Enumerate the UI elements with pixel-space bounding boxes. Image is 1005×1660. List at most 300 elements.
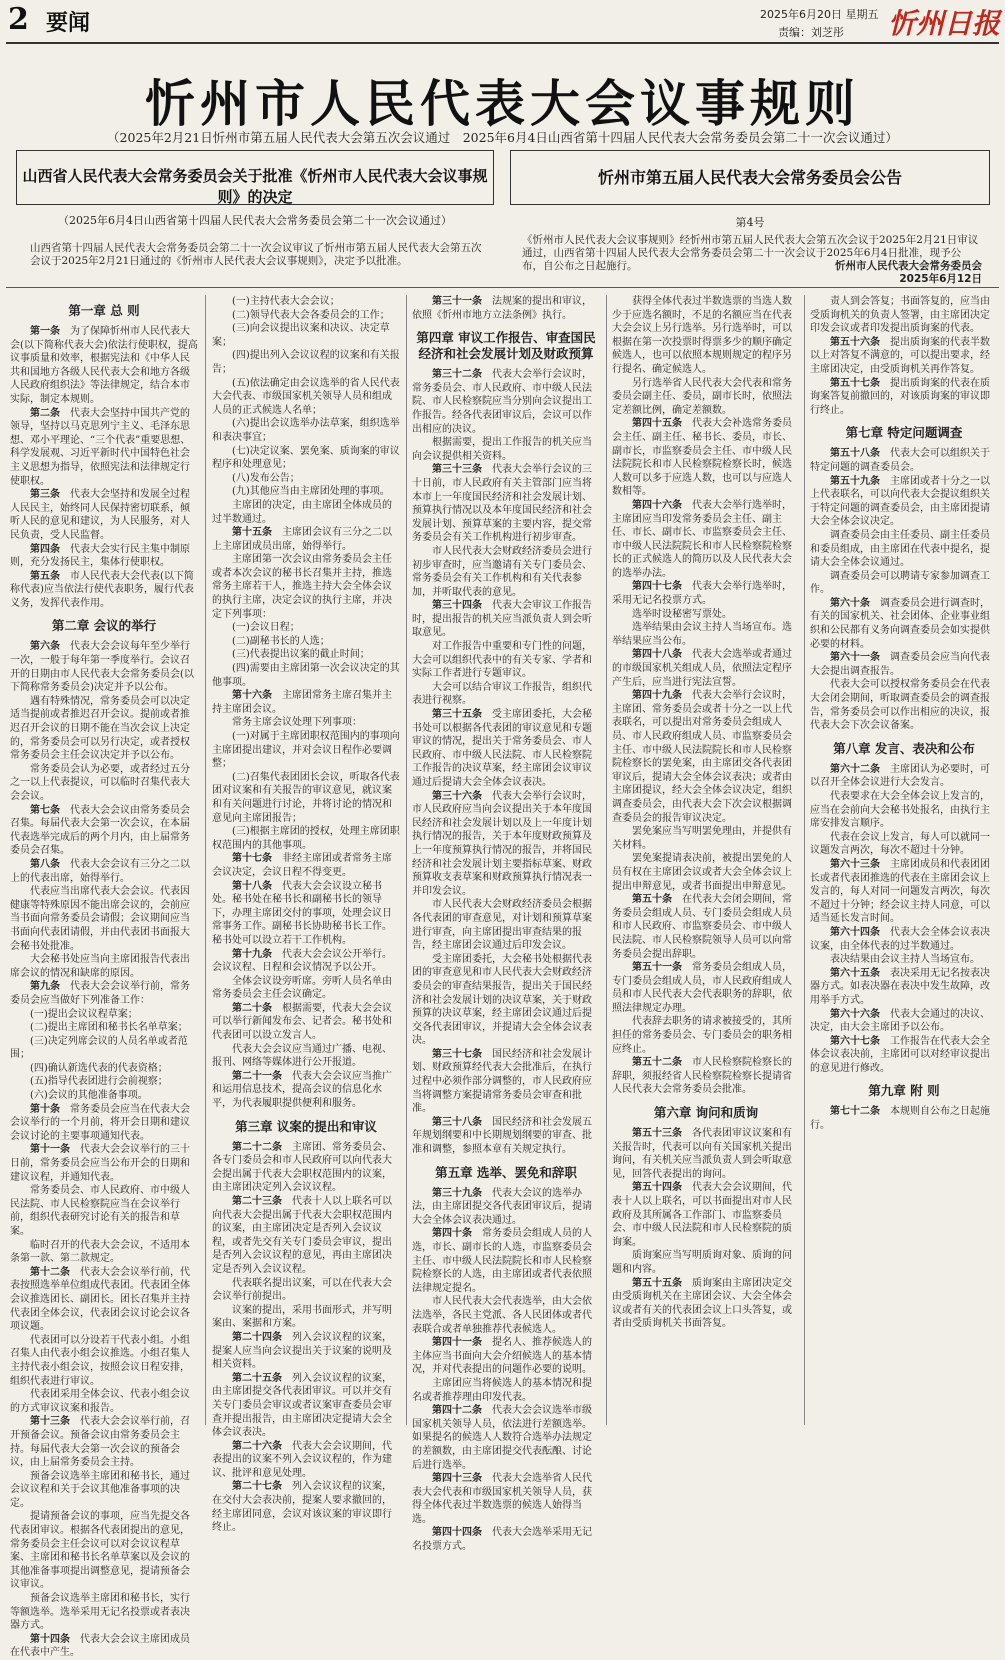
article-number: 第二十三条	[232, 1196, 282, 1207]
article-text: 代表要求在大会全体会议上发言的，应当在会前向大会秘书处报名，由执行主席安排发言顺序。	[810, 791, 990, 830]
article-number: 第五条	[30, 570, 60, 582]
article-text: 代表大会会议举行前，常务委员会应当做好下列准备工作：	[10, 981, 190, 1006]
article-number: 第二十五条	[232, 1372, 282, 1384]
article-text: 代表大会会议公开举行。会议议程、日程和会议情况予以公开。	[212, 948, 392, 974]
article-text: 大会秘书处应当向主席团报告代表出席会议的情况和缺席的原因。	[10, 954, 190, 979]
article-number: 第五十八条	[830, 448, 880, 460]
article-paragraph	[212, 975, 400, 1002]
article-number: 第四十四条	[432, 1527, 482, 1539]
article-number: 第三十四条	[432, 600, 482, 612]
article-number: 第四十一条	[432, 1337, 482, 1349]
article-number: 第五十九条	[830, 475, 880, 487]
announcement-date: 2025年6月12日	[899, 273, 982, 285]
article-paragraph	[212, 1043, 400, 1070]
page-header	[0, 0, 1005, 44]
article-paragraph	[212, 1440, 400, 1481]
article-paragraph	[412, 1227, 600, 1295]
article-paragraph	[212, 948, 400, 975]
article-column-2	[212, 295, 400, 1534]
article-text: 临时召开的代表大会会议，不适用本条第一款、第二款规定。	[10, 1239, 190, 1265]
article-text: 根据需要，代表大会会议可以举行新闻发布会、记者会。秘书处和代表团可以设立发言人。	[212, 1002, 392, 1042]
article-text: 市人民代表大会财政经济委员会根据各代表团的审查意见，对计划和预算草案进行审查，向主席团提出审查结果的报告，经主席团会议通过后印发会议。	[412, 899, 592, 952]
article-paragraph	[212, 716, 400, 730]
article-paragraph	[612, 1181, 800, 1249]
announcement-box	[510, 150, 990, 205]
article-number: 第二十七条	[232, 1481, 282, 1493]
article-text: 代表大会举行选举时，采用无记名投票方式。	[612, 581, 792, 607]
article-number: 第四十条	[432, 1228, 472, 1240]
article-paragraph	[10, 407, 198, 489]
article-paragraph	[412, 1048, 600, 1116]
article-paragraph	[10, 1184, 198, 1238]
article-text: 工作报告在代表大会全体会议表决前，主席团可以对经审议提出的意见进行修改。	[810, 1035, 990, 1074]
chapter-heading: 第四章 审议工作报告、审查国民经济和社会发展计划及财政预算	[416, 330, 596, 362]
article-text: 代表大会会议有三分之二以上的代表出席，始得举行。	[10, 858, 190, 884]
main-subtitle: （2025年2月21日忻州市第五届人民代表大会第五次会议通过 2025年6月4日山西省第十四届人民代表大会常务委员会第二十一次会议通过）	[107, 130, 898, 145]
article-paragraph	[212, 1304, 400, 1331]
article-paragraph	[212, 1277, 400, 1304]
article-paragraph	[412, 295, 600, 322]
article-text: 市人民检察院检察长的辞职，须报经省人民检察院检察长提请省人民代表大会常务委员会批准。	[612, 1057, 792, 1096]
article-number: 第六十二条	[830, 763, 880, 775]
article-paragraph	[212, 648, 400, 662]
article-paragraph	[412, 545, 600, 599]
article-text: 议案的提出，采用书面形式，并写明案由、案据和方案。	[212, 1304, 392, 1330]
article-text: (五)依法确定由会议选举的省人民代表大会代表、市级国家机关领导人员和组成人员的正式候选人名单；	[212, 377, 400, 416]
article-paragraph	[10, 1388, 198, 1415]
article-paragraph	[412, 1187, 600, 1228]
article-paragraph	[10, 1510, 198, 1592]
article-text: (一)对属于主席团职权范围内的事项向主席团提出建议，并对会议日程作必要调整；	[212, 731, 400, 770]
article-paragraph	[412, 1404, 600, 1472]
article-number: 第四条	[30, 543, 60, 555]
article-text: 主席团、常务委员会、各专门委员会和市人民政府可以向代表大会提出属于代表大会职权范围内的议案，由主席团决定列入会议议程。	[212, 1141, 392, 1194]
article-text: 表决结果由会议主持人当场宣布。	[830, 954, 980, 966]
article-text: 市人民代表大会财政经济委员会进行初步审查时，应当邀请有关专门委员会、常务委员会有关工作机构和有关代表参加，并听取代表的意见。	[412, 545, 592, 598]
article-text: 选举结果由会议主持人当场宣布。选举结果应当公布。	[612, 622, 792, 647]
article-number: 第四十七条	[632, 581, 682, 593]
announcement-signer: 忻州市人民代表大会常务委员会	[835, 260, 982, 272]
article-number: 第六十五条	[830, 967, 880, 979]
article-text: (九)其他应当由主席团处理的事项。	[232, 486, 390, 498]
article-number: 第五十二条	[632, 1057, 682, 1069]
column-divider	[205, 295, 206, 1425]
article-text: (二)提出主席团和秘书长名单草案；	[30, 1022, 188, 1034]
article-number: 第十九条	[232, 948, 272, 960]
article-paragraph	[212, 417, 400, 444]
article-column-5	[810, 295, 998, 1425]
article-paragraph	[612, 1277, 800, 1331]
article-paragraph	[212, 1372, 400, 1440]
article-text: 表决采用无记名按表决器方式。如表决器在表决中发生故障，改用举手方式。	[810, 967, 990, 1006]
article-paragraph	[212, 1331, 400, 1372]
article-paragraph	[212, 1070, 400, 1111]
article-text: 代表大会补选常务委员会主任、副主任、秘书长、委员，市长、副市长，市监察委员会主任、市中级人民法院院长和市人民检察院检察长时，候选人数可以多于应选人数，也可以与应选人数相等。	[612, 418, 792, 498]
article-text: 代表大会全体会议表决议案，由全体代表的过半数通过。	[810, 926, 990, 952]
article-number: 第十三条	[30, 1416, 70, 1428]
article-text: 代表大会实行民主集中制原则，充分发扬民主，集体行使职权。	[10, 543, 190, 569]
article-number: 第二十一条	[232, 1070, 282, 1082]
article-text: 责人到会答复；书面答复的，应当由受质询机关的负责人签署，由主席团决定印发会议或者印发提出质询案的代表。	[810, 296, 990, 335]
article-paragraph	[612, 417, 800, 499]
article-paragraph	[412, 708, 600, 790]
article-paragraph	[10, 1021, 198, 1035]
chapter-heading: 第九章 附 则	[868, 1083, 940, 1099]
article-number: 第四十八条	[632, 649, 682, 661]
article-paragraph	[10, 1008, 198, 1022]
article-paragraph	[212, 1480, 400, 1534]
article-paragraph	[212, 485, 400, 499]
article-text: 代表大会会议期间，代表提出的议案不列入会议议程的，作为建议、批评和意见处理。	[212, 1440, 392, 1479]
article-text: 质询案应当写明质询对象、质询的问题和内容。	[612, 1250, 792, 1275]
article-text: 本规则自公布之日起施行。	[810, 1106, 990, 1132]
article-text: 市人民代表大会代表选举，由大会依法选举，各民主党派、各人民团体或者代表联合或者单独推荐代表候选人。	[412, 1296, 592, 1335]
article-number: 第五十六条	[830, 336, 880, 348]
article-paragraph	[10, 1266, 198, 1334]
article-paragraph	[612, 893, 800, 961]
article-paragraph	[10, 1633, 198, 1660]
article-paragraph	[612, 689, 800, 825]
editor-credit: 责编：刘芝彤	[778, 26, 844, 39]
article-number: 第三十九条	[432, 1187, 482, 1199]
article-paragraph	[212, 1141, 400, 1195]
article-paragraph	[10, 885, 198, 953]
article-text: 列入会议议程的议案，在交付大会表决前，提案人要求撤回的，经主席团同意，会议对该议案的审议即行终止。	[212, 1481, 392, 1534]
article-paragraph	[10, 1103, 198, 1144]
article-paragraph	[10, 763, 198, 804]
article-number: 第八条	[30, 858, 60, 870]
article-number: 第五十五条	[632, 1277, 682, 1289]
article-paragraph	[10, 804, 198, 858]
article-text: 主席团认为必要时，可以召开全体会议进行大会发言。	[810, 763, 990, 789]
article-paragraph	[212, 295, 400, 309]
article-paragraph	[212, 349, 400, 376]
article-number: 第三条	[30, 489, 60, 501]
article-text: (六)会议的其他准备事项。	[30, 1090, 148, 1102]
article-text: 获得全体代表过半数选票的当选人数少于应选名额时，不足的名额应当在代表大会会议上另行选举。另行选举时，可以根据在第一次投票时得票多少的顺序确定候选人，也可以依照本规则规定的程序另行提名、确定候选人。	[612, 296, 792, 375]
article-text: 代表大会坚持中国共产党的领导，坚持以马克思列宁主义、毛泽东思想、邓小平理论、“三个代表”重要思想、科学发展观、习近平新时代中国特色社会主义思想为指导，依照宪法和法律规定行使职权。	[10, 407, 191, 487]
article-paragraph	[10, 543, 198, 570]
article-text: 代表大会审议工作报告时，提出报告的机关应当派负责人到会听取意见。	[412, 600, 592, 639]
article-text: (二)领导代表大会各委员会的工作；	[232, 309, 390, 321]
article-paragraph	[412, 1336, 600, 1377]
article-text: 国民经济和社会发展计划、财政预算经代表大会批准后，在执行过程中必须作部分调整的，市人民政府应当将调整方案提请常务委员会审查和批准。	[412, 1048, 592, 1115]
article-paragraph	[810, 1008, 998, 1035]
article-number: 第十四条	[30, 1633, 70, 1645]
article-number: 第十五条	[232, 527, 272, 539]
article-text: (四)提出列入会议议程的议案和有关报告；	[212, 350, 400, 375]
article-paragraph	[212, 662, 400, 689]
article-number: 第三十二条	[432, 369, 482, 381]
article-text: 预备会议选举主席团和秘书长，实行等额选举。选举采用无记名投票或者表决器方式。	[10, 1593, 190, 1632]
article-paragraph	[212, 377, 400, 418]
article-text: 代表大会选举采用无记名投票方式。	[412, 1527, 592, 1553]
article-text: 主席团常务主席召集并主持主席团会议。	[212, 690, 392, 715]
article-number: 第六十一条	[830, 652, 880, 664]
article-column-4	[612, 295, 800, 1425]
article-paragraph	[412, 640, 600, 681]
article-number: 第四十九条	[632, 690, 682, 702]
article-number: 第七条	[30, 804, 60, 816]
article-paragraph	[810, 336, 998, 377]
article-text: 代表大会会议举行的三十日前，常务委员会应当公布开会的日期和建议议程，并通知代表。	[10, 1144, 190, 1183]
article-paragraph	[212, 880, 400, 948]
article-paragraph	[212, 526, 400, 553]
article-text: 代表大会会议每年至少举行一次，一般于每年第一季度举行。会议召开的日期由市人民代表大会常务委员会(以下简称常务委员会)决定并予以公布。	[10, 641, 194, 694]
decision-meeting: （2025年6月4日山西省第十四届人民代表大会常务委员会第二十一次会议通过）	[58, 214, 452, 227]
article-text: 受主席团委托，大会秘书处根据代表团的审查意见和市人民代表大会财政经济委员会的审查结果报告，提出关于国民经济和社会发展计划的决议草案，关于财政预算的决议草案，经主席团会议通过后提交各代表团审议，并提请大会全体会议表决。	[412, 953, 592, 1047]
article-number: 第三十八条	[432, 1116, 482, 1128]
article-paragraph	[212, 730, 400, 771]
article-paragraph	[10, 953, 198, 980]
article-paragraph	[10, 695, 198, 763]
article-paragraph	[212, 445, 400, 472]
article-text: 法规案的提出和审议，依照《忻州市地方立法条例》执行。	[412, 296, 592, 321]
chapter-heading: 第七章 特定问题调查	[845, 425, 963, 441]
article-text: 罢免案应当写明罢免理由，并提供有关材料。	[612, 826, 792, 851]
article-number: 第十七条	[232, 853, 272, 865]
article-text: 代表辞去职务的请求被接受的，其所担任的常务委员会、专门委员会的职务相应终止。	[612, 1016, 792, 1055]
section-name: 要闻	[46, 11, 91, 36]
article-text: 受主席团委托，大会秘书处可以根据各代表团的审议意见和专题审议的情况，提出关于常务委员会、市人民政府、市中级人民法院、市人民检察院工作报告的决议草案，经主席团会议审议通过后提请大会全体会议表决。	[412, 709, 592, 788]
article-paragraph	[612, 1127, 800, 1181]
newspaper-logo: 忻州日报	[888, 7, 1001, 40]
article-text: 在代表大会闭会期间，常务委员会组成人员、专门委员会组成人员和市人民政府、市监察委员会、市中级人民法院、市人民检察院领导人员可以向常务委员会提出辞职。	[612, 894, 792, 960]
article-text: 代表大会会议主席团成员在代表中产生。	[10, 1633, 190, 1659]
article-text: 代表大会会议应当通过广播、电视、报刊、网络等媒体进行公开报道。	[212, 1043, 392, 1069]
article-text: 代表大会会议举行前，召开预备会议。预备会议由常务委员会主持。每届代表大会第一次会议的预备会议，由上届常务委员会主持。	[10, 1416, 190, 1469]
article-paragraph	[612, 852, 800, 893]
article-paragraph	[212, 771, 400, 825]
article-text: 代表联名提出议案，可以在代表大会会议举行前提出。	[212, 1277, 392, 1303]
article-paragraph	[10, 1143, 198, 1184]
article-text: 代表大会可以组织关于特定问题的调查委员会。	[810, 448, 990, 473]
article-number: 第三十七条	[432, 1048, 482, 1060]
article-text: 对工作报告中重要和专门性的问题，大会可以组织代表中的有关专家、学者和实际工作者进行专题审议。	[412, 641, 592, 680]
article-text: 主席团的决定，由主席团全体成员的过半数通过。	[212, 499, 392, 525]
article-paragraph	[10, 1415, 198, 1469]
article-text: 常务委员会组成人员的人选，市长、副市长的人选，市监察委员会主任、市中级人民法院院长和市人民检察院检察长的人选，由主席团或者代表依照法律规定提名。	[412, 1228, 592, 1294]
chapter-heading: 第八章 发言、表决和公布	[833, 740, 975, 756]
article-text: 各代表团审议议案和有关报告时，代表可以向有关国家机关提出询问，有关机关应当派负责人到会听取意见，回答代表提出的询问。	[612, 1128, 792, 1180]
article-text: 常务委员会、市人民政府、市中级人民法院、市人民检察院应当在会议举行前，组织代表研究讨论有关的报告和草案。	[10, 1185, 190, 1237]
article-text: (一)提出会议议程草案；	[30, 1008, 138, 1020]
article-number: 第四十六条	[632, 499, 682, 511]
article-text: (三)向会议提出议案和决议、决定草案；	[212, 323, 390, 348]
article-text: 代表大会会议应当推广和运用信息技术，提高会议的信息化水平，为代表履职提供便利和服务。	[212, 1070, 392, 1110]
article-paragraph	[212, 553, 400, 621]
article-text: 调查委员会由主任委员、副主任委员和委员组成，由主席团在代表中提名，提请大会全体会议通过。	[810, 529, 990, 569]
page-number: 2	[8, 2, 29, 37]
article-text: 代表大会选举省人民代表大会代表和市级国家机关领导人员，获得全体代表过半数选票的候选人始得当选。	[412, 1473, 592, 1525]
header-rule	[6, 42, 999, 44]
article-paragraph	[212, 472, 400, 486]
article-text: 代表大会可以授权常务委员会在代表大会闭会期间，听取调查委员会的调查报告，常务委员会可以作出相应的决议，报代表大会下次会议备案。	[810, 679, 990, 732]
announcement-title: 忻州市第五届人民代表大会常务委员会公告	[597, 168, 902, 187]
article-column-3	[412, 295, 600, 1553]
article-text: 代表大会会议选举市级国家机关领导人员，依法进行差额选举。如果提名的候选人人数符合选举办法规定的差额数，由主席团提交代表酝酿、讨论后进行选举。	[412, 1405, 592, 1471]
article-text: 列入会议议程的议案，提案人应当向会议提出关于议案的说明及相关资料。	[212, 1331, 392, 1371]
article-text: (六)提出会议选举办法草案，组织选举和表决事宜；	[212, 418, 400, 443]
article-number: 第二十条	[232, 1002, 272, 1014]
article-text: 常务委员会组成人员，专门委员会组成人员，市人民政府组成人员和市人民代表大会代表职务的辞职，依照法律规定办理。	[612, 962, 792, 1014]
article-text: 代表大会举行会议时，主席团、常务委员会或者十分之一以上代表联名，可以提出对常务委员会组成人员、市人民政府组成人员、市监察委员会主任、市中级人民法院院长和市人民检察院检察长的罢免案，由主席团交各代表团审议后，提请大会全体会议表决；或者由主席团提议，经大会全体会议决定，组织调查委员会，由代表大会下次会议根据调查委员会的报告审议决定。	[612, 690, 792, 824]
article-text: 主席团或者十分之一以上代表联名，可以向代表大会提议组织关于特定问题的调查委员会，由主席团提请大会全体会议决定。	[810, 475, 990, 528]
article-paragraph	[10, 1334, 198, 1388]
chapter-heading: 第三章 议案的提出和审议	[235, 1118, 377, 1134]
article-number: 第六十条	[830, 597, 870, 609]
article-paragraph	[612, 377, 800, 418]
article-paragraph	[612, 825, 800, 852]
article-paragraph	[412, 1116, 600, 1157]
article-paragraph	[10, 1035, 198, 1062]
article-text: 主席团第一次会议由常务委员会主任或者本次会议的秘书长召集并主持，推选常务主席若干人，推选主持大会全体会议的执行主席，决定会议的执行主席，并决定下列事项：	[212, 554, 392, 620]
article-text: (三)决定列席会议的人员名单或者范围；	[10, 1035, 188, 1061]
article-number: 第九条	[30, 981, 60, 993]
article-paragraph	[10, 1592, 198, 1633]
article-paragraph	[212, 852, 400, 879]
article-text: (四)确认新选代表的代表资格；	[30, 1062, 168, 1074]
article-paragraph	[10, 980, 198, 1007]
article-paragraph	[212, 499, 400, 526]
article-paragraph	[612, 961, 800, 1015]
article-text: (五)指导代表团进行会前视察；	[30, 1076, 168, 1088]
article-paragraph	[810, 967, 998, 1008]
article-paragraph	[10, 570, 198, 611]
article-paragraph	[412, 1472, 600, 1526]
article-number: 第十六条	[232, 690, 272, 702]
section-divider	[6, 287, 999, 288]
article-text: 调查委员会进行调查时，有关的国家机关、社会团体、企业事业组织和公民都有义务向调查委员会如实提供必要的材料。	[810, 597, 990, 650]
article-paragraph	[612, 295, 800, 377]
decision-title: 山西省人民代表大会常务委员会关于批准《忻州市人民代表大会议事规则》的决定	[22, 167, 488, 206]
article-paragraph	[10, 325, 198, 407]
decision-box	[16, 150, 494, 205]
article-paragraph	[612, 608, 800, 622]
article-paragraph	[810, 763, 998, 790]
article-paragraph	[810, 597, 998, 651]
article-text: 代表大会会议由常务委员会召集。每届代表大会第一次会议，在本届代表选举完成后的两个月内，由上届常务委员会召集。	[10, 804, 190, 857]
article-text: 代表在会议上发言，每人可以就同一议题发言两次，每次不超过十分钟。	[810, 831, 990, 857]
article-number: 第十一条	[30, 1144, 70, 1156]
article-text: 常务主席会议处理下列事项：	[232, 717, 362, 729]
article-paragraph	[412, 368, 600, 436]
article-paragraph	[212, 825, 400, 852]
article-paragraph	[212, 322, 400, 349]
article-number: 第三十一条	[432, 296, 482, 307]
article-paragraph	[412, 599, 600, 640]
article-text: (七)决定议案、罢免案、质询案的审议程序和处理意见；	[212, 445, 400, 471]
article-text: (四)需要由主席团第一次会议决定的其他事项。	[212, 663, 400, 688]
article-paragraph	[412, 953, 600, 1048]
article-number: 第五十条	[632, 894, 672, 906]
article-text: 代表大会通过的决议、决定，由大会主席团予以公布。	[810, 1008, 990, 1034]
article-paragraph	[412, 1295, 600, 1336]
announcement-number: 第4号	[735, 216, 765, 229]
article-paragraph	[810, 529, 998, 570]
article-paragraph	[810, 831, 998, 858]
article-text: 提请预备会议的事项，应当先提交各代表团审议。根据各代表团提出的意见，常务委员会主任会议可以对会议议程草案、主席团和秘书长名单草案以及会议的其他准备事项提出调整意见，提请预备会议审议。	[10, 1511, 190, 1591]
article-number: 第六十七条	[830, 1035, 880, 1047]
decision-text: 山西省第十四届人民代表大会常务委员会第二十一次会议审议了忻州市第五届人民代表大会第五次会议于2025年2月21日通过的《忻州市人民代表大会议事规则》，决定予以批准。	[30, 242, 482, 267]
article-text: 提出质询案的代表在质询案答复前撤回的，对该质询案的审议即行终止。	[810, 377, 990, 416]
article-number: 第四十五条	[632, 418, 682, 430]
article-paragraph	[810, 1105, 998, 1132]
article-number: 第五十七条	[830, 377, 880, 389]
article-text: 主席团成员和代表团团长或者代表团推选的代表在主席团会议上发言的，每人对同一问题发言两次，每次不超过十分钟；经会议主持人同意，可以适当延长发言时间。	[810, 858, 990, 925]
article-paragraph	[612, 580, 800, 607]
article-text: 国民经济和社会发展五年规划纲要和中长期规划纲要的审查、批准和调整，参照本章有关规定执行。	[412, 1116, 592, 1156]
article-text: 代表大会举行会议时，常务委员会、市人民政府、市中级人民法院、市人民检察院应当分别向会议提出工作报告。经各代表团审议后，会议可以作出相应的决议。	[412, 369, 592, 435]
chapter-heading: 第六章 询问和质询	[653, 1105, 759, 1121]
article-text: (八)发布公告；	[232, 472, 300, 484]
article-text: (三)代表提出议案的截止时间；	[232, 649, 370, 661]
article-paragraph	[412, 463, 600, 545]
article-paragraph	[412, 681, 600, 708]
article-text: (二)副秘书长的人选；	[232, 635, 330, 647]
article-number: 第六十四条	[830, 926, 880, 938]
article-number: 第四十三条	[432, 1473, 482, 1485]
article-text: 预备会议选举主席团和秘书长，通过会议议程和关于会议其他准备事项的决定。	[10, 1470, 190, 1509]
article-text: 代表大会会议举行前，代表按照选举单位组成代表团。代表团全体会议推选团长、副团长。团长召集并主持代表团全体会议，代表团会议讨论会议各项议题。	[10, 1266, 190, 1333]
article-number: 第六条	[30, 641, 60, 653]
article-paragraph	[612, 648, 800, 689]
article-paragraph	[810, 858, 998, 926]
article-number: 第十条	[30, 1103, 60, 1115]
article-paragraph	[612, 499, 800, 581]
column-divider	[804, 295, 805, 1425]
article-number: 第七十二条	[830, 1106, 880, 1118]
article-paragraph	[810, 295, 998, 336]
column-divider	[406, 295, 407, 1425]
article-paragraph	[612, 1249, 800, 1276]
article-paragraph	[612, 621, 800, 648]
article-paragraph	[10, 488, 198, 542]
article-text: 代表团可以分设若干代表小组。小组召集人由代表小组会议推选。小组召集人主持代表小组会议，按照会议日程安排，组织代表进行审议。	[10, 1334, 190, 1387]
article-text: 代表大会举行会议的三十日前，市人民政府有关主管部门应当将本市上一年度国民经济和社会发展计划、预算执行情况以及本年度国民经济和社会发展计划、预算草案的主要内容，提交常务委员会有关工作机构进行初步审查。	[412, 464, 592, 544]
article-paragraph	[412, 436, 600, 463]
article-number: 第二十二条	[232, 1141, 282, 1153]
article-paragraph	[10, 640, 198, 694]
main-title: 忻州市人民代表大会议事规则	[145, 75, 860, 133]
article-paragraph	[412, 898, 600, 952]
article-text: (一)主持代表大会会议；	[232, 296, 340, 307]
article-text: 非经主席团或者常务主席会议决定，会议日程不得变更。	[212, 853, 392, 878]
article-text: (二)召集代表团团长会议，听取各代表团对议案和有关报告的审议意见，就议案和有关问题进行讨论，并将讨论的情况和意见向主席团报告；	[212, 771, 400, 824]
article-text: (一)会议日程；	[232, 622, 300, 634]
issue-date: 2025年6月20日 星期五	[760, 8, 879, 21]
chapter-heading: 第一章 总 则	[68, 303, 140, 318]
article-number: 第十二条	[30, 1266, 70, 1278]
article-paragraph	[612, 1015, 800, 1056]
article-paragraph	[212, 309, 400, 323]
article-text: 常务委员会应当在代表大会会议举行的一个月前，将开会日期和建议会议讨论的主要事项通知代表。	[10, 1103, 190, 1142]
article-number: 第三十三条	[432, 464, 482, 476]
article-number: 第二十四条	[232, 1331, 282, 1343]
article-paragraph	[810, 651, 998, 678]
article-number: 第四十二条	[432, 1405, 482, 1417]
article-text: 代表大会议的选举办法，由主席团提交各代表团审议后，提请大会全体会议表决通过。	[412, 1187, 592, 1226]
article-text: 遇有特殊情况，常务委员会可以决定适当提前或者推迟召开会议。提前或者推迟召开会议的日期不能在当次会议上决定的，常务委员会可以另行决定，或者授权常务委员会主任会议决定并予以公布。	[10, 695, 190, 762]
article-number: 第六十三条	[830, 858, 880, 870]
article-paragraph	[810, 377, 998, 418]
article-paragraph	[810, 1035, 998, 1076]
article-text: 代表团采用全体会议、代表小组会议的方式审议议案和报告。	[10, 1389, 190, 1414]
article-text: 代表大会会议期间，代表十人以上联名，可以书面提出对市人民政府及其所属各工作部门、市监察委员会、市中级人民法院和市人民检察院的质询案。	[612, 1182, 792, 1248]
article-text: 质询案由主席团决定交由受质询机关在主席团会议、大会全体会议或者有关的代表团会议上口头答复，或者由受质询机关书面答复。	[612, 1277, 792, 1330]
article-paragraph	[612, 1056, 800, 1097]
article-number: 第五十一条	[632, 962, 682, 974]
